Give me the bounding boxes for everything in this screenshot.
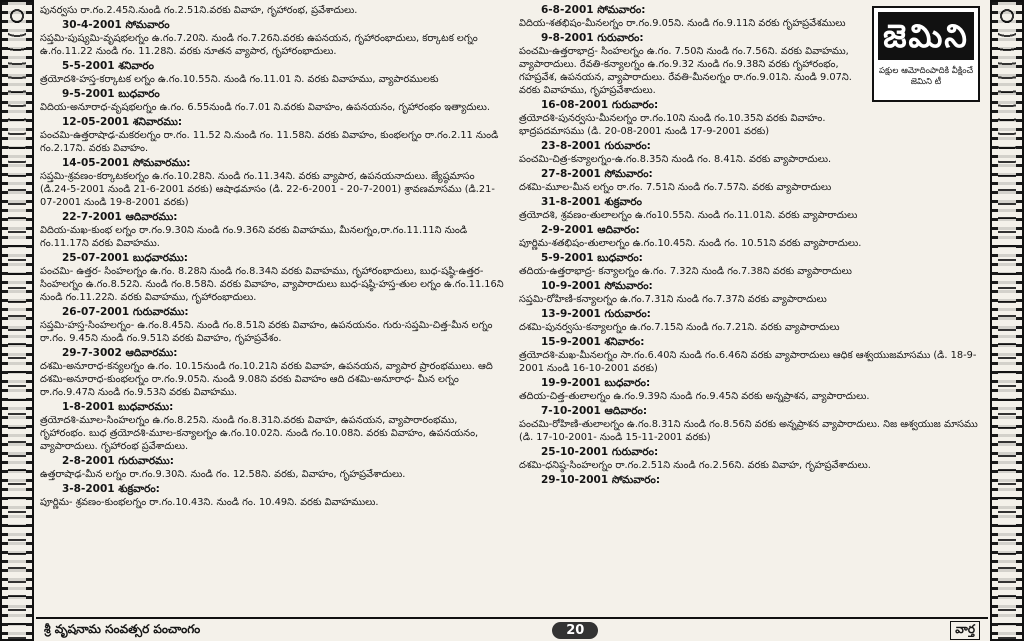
- almanac-entry: [519, 196, 984, 222]
- almanac-entry: [40, 483, 505, 509]
- entry-text: సప్తమి-పుష్యమి-వృషభలగ్నం ఉ.గం.7.20ని. నుండి గం.7.26ని.వరకు ఉపనయన, గృహారంభాదులు, కర్కాటక లగ్నం ఉ.గం.11.22 నుండి గం. 11.28ని. వరకు నూతన వ్యాపార, గృహారంభాదులు.: [40, 33, 478, 57]
- almanac-entry: [519, 99, 872, 138]
- gemini-logo: [872, 6, 980, 102]
- almanac-entry: [519, 446, 984, 472]
- entry-text: విదియ-మఖ-కుంభ లగ్నం రా.గం.9.30ని నుండి గం.9.36ని వరకు వివాహము, మీనలగ్నం,రా.గం.11.11ని నుండి గం.11.17ని వరకు వివాహము.: [40, 225, 468, 249]
- entry-text: పంచమి-రోహిణి-తులాలగ్నం ఉ.గం.8.31ని నుండి గం.8.56ని వరకు అన్నప్రాశన వ్యాపారాదులు. నిజ ఆశ్వయుజ మాసము (డి. 17-10-2001- నుండి 15-11-2001 వరకు): [519, 419, 978, 443]
- entry-date: 6-8-2001 సోమవారం:: [541, 4, 646, 16]
- almanac-entry: [519, 4, 872, 30]
- almanac-entry: [519, 168, 984, 194]
- entry-date: 12-05-2001 శనివారము:: [62, 116, 183, 128]
- entry-text: త్రయోదశి-హస్త-కర్కాటక లగ్నం ఉ.గం.10.55ని. నుండి గం.11.01 ని. వరకు వివాహము, వ్యాపారములకు: [40, 74, 439, 85]
- entry-text: సప్తమి-రోహిణి-కన్యాలగ్నం ఉ.గం.7.31ని నుండి గం.7.37ని వరకు వ్యాపారాదులు: [519, 294, 827, 305]
- entry-text: త్రయోదశి, శ్రవణం-తులాలగ్నం ఉ.గం10.55ని. నుండి గం.11.01ని. వరకు వ్యాపారాదులు: [519, 210, 858, 221]
- almanac-entry: [519, 280, 984, 306]
- entry-date: 2-8-2001 గురువారము:: [62, 455, 174, 467]
- almanac-entry: [519, 474, 984, 487]
- entry-text: తదియ-చిత్త-తులాలగ్నం ఉ.గం.9.39ని నుండి గం.9.45ని వరకు అన్నప్రాశన, వ్యాపారాదులు.: [519, 391, 870, 402]
- page-footer: [36, 617, 988, 641]
- entry-text: పంచమి-చిత్ర-కన్యాలగ్నం-ఉ.గం.8.35ని నుండి గం. 8.41ని. వరకు వ్యాపారాదులు.: [519, 154, 832, 165]
- entry-date: 14-05-2001 సోమవారము:: [62, 157, 191, 169]
- entry-text: తదియ-ఉత్తరాభాద్ర- కన్యాలగ్నం ఉ.గం. 7.32ని నుండి గం.7.38ని వరకు వ్యాపారాదులు: [519, 266, 852, 277]
- entry-text: పూర్ణిమ-శతభిషం-తులాలగ్నం ఉ.గం.10.45ని. నుండి గం. 10.51ని వరకు వ్యాపారాదులు.: [519, 238, 862, 249]
- entry-text: త్రయోదశి-మఖ-మీనలగ్నం సా.గం.6.40ని నుండి గం.6.46ని వరకు వ్యాపారాదులు ఆధిక ఆశ్వయుజమాసము (డి. 18-9-2001 నుండి 16-10-2001 వరకు): [519, 350, 977, 374]
- almanac-entry: [40, 211, 505, 250]
- almanac-entry: [519, 336, 984, 375]
- entry-date: 30-4-2001 సోమవారం: [62, 19, 170, 31]
- almanac-entry: [519, 252, 984, 278]
- almanac-entry: [40, 19, 505, 58]
- entry-text: పంచమి-ఉత్తరాషాఢ-మకరలగ్నం రా.గం. 11.52 ని.నుండి గం. 11.58ని. వరకు వివాహం, కుంభలగ్నం రా.గం.2.11 నుండి గం.2.17ని. వరకు వివాహం.: [40, 130, 499, 154]
- entry-date: 5-9-2001 బుధవారం:: [541, 252, 643, 264]
- almanac-entry: [40, 306, 505, 345]
- almanac-entry: [519, 224, 984, 250]
- entry-text: త్రయోదశి-పునర్వసు-మీనలగ్నం రా.గం.10ని నుండి గం.10.35ని వరకు వివాహం. భాద్రపదమాసము (డి. 20-08-2001 నుండి 17-9-2001 వరకు): [519, 113, 826, 137]
- entry-text: దశమి-పునర్వసు-కన్యాలగ్నం ఉ.గం.7.15ని నుండి గం.7.21ని. వరకు వ్యాపారాదులు: [519, 322, 840, 333]
- almanac-entry: [519, 405, 984, 444]
- entry-date: 3-8-2001 శుక్రవారం:: [62, 483, 160, 495]
- entry-text: త్రయోదశి-మూల-సింహలగ్నం ఉ.గం.8.25ని. నుండి గం.8.31ని.వరకు వివాహ, ఉపనయన, వ్యాపారారంభము, గృహారంభం. బుధ త్రయోదశి-మూల-కన్యాలగ్నం ఉ.గం.10.02ని. నుండి గం.10.08ని. వరకు వివాహం, ఉపనయనం, వ్యాపారాదులు. గృహారంభ ప్రవేశాదులు.: [40, 415, 479, 452]
- almanac-entry: [519, 308, 984, 334]
- almanac-entry: [40, 88, 505, 114]
- entry-date: 15-9-2001 శనివారం:: [541, 336, 645, 348]
- almanac-entry: [519, 377, 984, 403]
- almanac-entry: [40, 252, 505, 304]
- left-column: [40, 4, 505, 613]
- entry-text: పంచమి- ఉత్తర- సింహలగ్నం ఉ.గం. 8.28ని నుండి గం.8.34ని వరకు వివాహము, గృహారంభాదులు, బుధ-షష్ఠి-ఉత్తర-సింహలగ్నం ఉ.గం.8.52ని. నుండి గం.8.58ని. వరకు వివాహం, వ్యాపారాదులు బుధ-షష్ఠి-హస్త-తుల లగ్నం ఉ.గం.11.16ని నుండి గం.11.22ని. వరకు వివాహము, గృహారంభాదులు.: [40, 266, 504, 303]
- entry-text: దశమి-మూల-మీన లగ్నం రా.గం. 7.51ని నుండి గం.7.57ని. వరకు వ్యాపారాదులు: [519, 182, 832, 193]
- entry-text: దశమి-ధనిష్ఠ-సింహలగ్నం రా.గం.2.51ని నుండి గం.2.56ని. వరకు వివాహ, గృహప్రవేశాదులు.: [519, 460, 871, 471]
- entry-text: పునర్వసు రా.గం.2.45ని.నుండి గం.2.51ని.వరకు వివాహ, గృహారంభ, ప్రవేశాదులు.: [40, 5, 358, 16]
- entry-date: 10-9-2001 సోమవారం:: [541, 280, 653, 292]
- entry-text: దశమి-అనూరాధ-కన్యలగ్నం ఉ.గం. 10.15నుండి గం.10.21ని వరకు వివాహ, ఉపనయన, వ్యాపార ప్రారంభములు. ఆది దశమి-అనూరాధ-కుంభలగ్నం రా.గం.9.05ని. నుండి 9.08ని వరకు వివాహం ఆది దశమి-అనూరాధ- మీన లగ్నం రా.గం.9.47ని నుండి గం.9.53ని వరకు వివాహము.: [40, 361, 493, 398]
- footer-title: శ్రీ వృషనామ సంవత్సర పంచాంగం: [44, 621, 201, 636]
- entry-date: 23-8-2001 గురువారం:: [541, 140, 651, 152]
- almanac-entry: [40, 347, 505, 399]
- almanac-entry: [40, 116, 505, 155]
- entry-text: సప్తమి-శ్రవణం-కర్కాటకలగ్నం ఉ.గం.10.28ని. నుండి గం.11.34ని. వరకు వ్యాపార, ఉపనయనాదులు. జ్యేష్ఠమాసం (డి.24-5-2001 నుండి 21-6-2001 వరకు) ఆషాఢమాసం (డి. 22-6-2001 - 20-7-2001) శ్రావణమాసము (డి.21-07-2001 నుండి 19-8-2001 వరకు): [40, 171, 495, 208]
- entry-text: ఉత్తరాషాఢ-మీన లగ్నం రా.గం.9.30ని. నుండి గం. 12.58ని. వరకు, వివాహం, గృహప్రవేశాదులు.: [40, 469, 406, 480]
- entry-date: 31-8-2001 శుక్రవారం: [541, 196, 642, 208]
- entry-text: పూర్ణిమ- శ్రవణం-కుంభలగ్నం రా.గం.10.43ని. నుండి గం. 10.49ని. వరకు వివాహములు.: [40, 497, 379, 508]
- right-decorative-border: [990, 0, 1024, 641]
- almanac-entry: [40, 401, 505, 453]
- footer-publisher: వార్త: [950, 621, 980, 640]
- page-number: 20: [552, 622, 598, 639]
- left-decorative-border: [0, 0, 34, 641]
- almanac-entry: [40, 60, 505, 86]
- entry-text: పంచమి-ఉత్తరాభాద్ర- సింహలగ్నం ఉ.గం. 7.50ని నుండి గం.7.56ని. వరకు వివాహము, వ్యాపారాదులు. రేవతి-కన్యాలగ్నం ఉ.గం.9.32 నుండి గం.9.38ని వరకు గృహారంభం, గహప్రవేశ, ఉపనయన, వ్యాపారాదులు. రేవతి-మీనలగ్నం రా.గం.9.01ని. నుండి 9.07ని. వరకు వివాహము, గృహప్రవేశాదులు.: [519, 46, 852, 96]
- almanac-entry: [519, 140, 984, 166]
- entry-date: 27-8-2001 సోమవారం:: [541, 168, 653, 180]
- entry-date: 25-07-2001 బుధవారము:: [62, 252, 188, 264]
- entry-date: 9-5-2001 బుధవారం: [62, 88, 160, 100]
- almanac-entry: [519, 32, 872, 97]
- entry-date: 29-10-2001 సోమవారం:: [541, 474, 661, 486]
- entry-date: 16-08-2001 గురువారం:: [541, 99, 659, 111]
- entry-date: 29-7-3002 ఆదివారము:: [62, 347, 178, 359]
- entry-text: విదియ-శతభిషం-మీనలగ్నం రా.గం.9.05ని. నుండి గం.9.11ని వరకు గృహప్రవేశములు: [519, 18, 846, 29]
- entry-date: 9-8-2001 గురువారం:: [541, 32, 644, 44]
- entry-date: 26-07-2001 గురువారము:: [62, 306, 189, 318]
- almanac-entry: [40, 4, 505, 17]
- entry-date: 5-5-2001 శనివారం: [62, 60, 154, 72]
- entry-text: విదియ-అనూరాధ-వృషభలగ్నం ఉ.గం. 6.55నుండి గం.7.01 ని.వరకు వివాహం, ఉపనయనం, గృహారంభం ఇత్యాదులు.: [40, 102, 490, 113]
- document-page: [40, 4, 984, 613]
- logo-title: జెమిని: [878, 12, 974, 60]
- entry-text: సప్తమి-హస్త-సింహలగ్నం- ఉ.గం.8.45ని. నుండి గం.8.51ని వరకు వివాహం, ఉపనయనం. గురు-సప్తమి-చిత్త-మీన లగ్నం రా.గం. 9.45ని నుండి గం.9.51ని వరకు వివాహం, గృహప్రవేశం.: [40, 320, 493, 344]
- entry-date: 7-10-2001 ఆదివారం:: [541, 405, 648, 417]
- almanac-entry: [40, 455, 505, 481]
- entry-date: 13-9-2001 గురువారం:: [541, 308, 651, 320]
- entry-date: 19-9-2001 బుధవారం:: [541, 377, 651, 389]
- almanac-entry: [40, 157, 505, 209]
- logo-tagline: పక్షుల ఆమోదింపాదికి వీక్షించే జెమిని టీ: [878, 66, 974, 87]
- entry-date: 1-8-2001 బుధవారము:: [62, 401, 174, 413]
- entry-date: 2-9-2001 ఆదివారం:: [541, 224, 640, 236]
- entry-date: 22-7-2001 ఆదివారము:: [62, 211, 178, 223]
- entry-date: 25-10-2001 గురువారం:: [541, 446, 659, 458]
